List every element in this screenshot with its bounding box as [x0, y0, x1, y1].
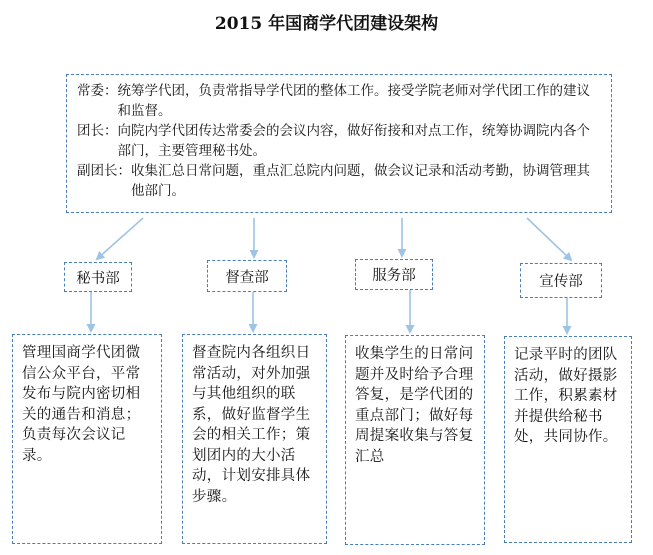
dept-secretariat [64, 262, 132, 292]
dept-service-description [345, 335, 485, 545]
dept-name: 秘书部 [76, 270, 120, 287]
arrow-to-secretariat [97, 218, 143, 259]
leadership-role: 副团长： [77, 163, 131, 179]
description-text: 督查院内各组织日常活动，对外加强与其他组织的联系，做好监督学生会的相关工作；策划团内的大小活动，计划安排具体步骤。 [192, 345, 311, 505]
dept-name: 督查部 [225, 269, 269, 286]
leadership-role: 团长： [77, 123, 118, 139]
dept-supervision-description [182, 334, 327, 544]
page-title: 2015 年国商学代团建设架构 [214, 14, 439, 34]
dept-service [355, 259, 433, 290]
dept-secretariat-description [12, 334, 162, 544]
dept-name: 服务部 [372, 268, 416, 284]
leadership-text: 向院内学代团传达常委会的会议内容，做好衔接和对点工作，统筹协调院内各个部门，主要管理秘书处。 [117, 123, 590, 159]
leadership-text: 收集汇总日常问题，重点汇总院内问题，做会议记录和活动考勤，协调管理其他部门。 [131, 163, 590, 199]
dept-supervision [207, 260, 287, 292]
arrow-to-publicity [527, 218, 571, 260]
description-text: 管理国商学代团微信公众平台，平常发布与院内密切相关的通告和消息；负责每次会议记录。 [22, 345, 141, 464]
leadership-role: 常委： [77, 83, 118, 99]
description-text: 记录平时的团队活动，做好摄影工作，积累素材并提供给秘书处，共同协作。 [514, 347, 618, 445]
leadership-text: 统筹学代团，负责常指导学代团的整体工作。接受学院老师对学代团工作的建议和监督。 [117, 83, 590, 119]
dept-publicity-description [504, 336, 632, 543]
dept-name: 宣传部 [539, 274, 583, 290]
description-text: 收集学生的日常问题并及时给予合理答复，是学代团的重点部门；做好每周提案收集与答复汇总 [355, 346, 474, 465]
dept-publicity [520, 263, 602, 298]
